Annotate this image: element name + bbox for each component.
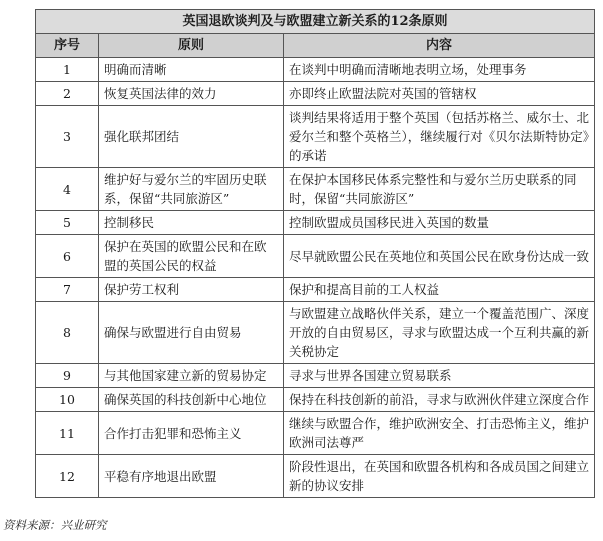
row-principle: 确保英国的科技创新中心地位: [99, 388, 284, 412]
row-content: 谈判结果将适用于整个英国（包括苏格兰、威尔士、北爱尔兰和整个英格兰），继续履行对《贝尔法斯特协定》的承诺: [284, 106, 595, 168]
column-header-principle: 原则: [99, 34, 284, 58]
row-principle: 强化联邦团结: [99, 106, 284, 168]
table-row: [36, 82, 595, 106]
column-header-number: 序号: [36, 34, 99, 58]
table-row: [36, 106, 595, 168]
table-title: 英国退欧谈判及与欧盟建立新关系的12条原则: [36, 10, 595, 34]
table-row: [36, 58, 595, 82]
row-principle: 合作打击犯罪和恐怖主义: [99, 412, 284, 455]
principles-table: [35, 9, 595, 498]
row-principle: 明确而清晰: [99, 58, 284, 82]
row-content: 保持在科技创新的前沿，寻求与欧洲伙伴建立深度合作: [284, 388, 595, 412]
column-header-content: 内容: [284, 34, 595, 58]
row-content: 尽早就欧盟公民在英地位和英国公民在欧身份达成一致: [284, 235, 595, 278]
row-principle: 恢复英国法律的效力: [99, 82, 284, 106]
row-content: 继续与欧盟合作，维护欧洲安全、打击恐怖主义，维护欧洲司法尊严: [284, 412, 595, 455]
row-principle: 确保与欧盟进行自由贸易: [99, 302, 284, 364]
table-row: [36, 388, 595, 412]
table-row: [36, 211, 595, 235]
row-content: 在保护本国移民体系完整性和与爱尔兰历史联系的同时，保留“共同旅游区”: [284, 168, 595, 211]
row-number: 5: [36, 211, 99, 235]
row-number: 10: [36, 388, 99, 412]
row-principle: 平稳有序地退出欧盟: [99, 455, 284, 498]
source-note: 资料来源：兴业研究: [3, 518, 107, 532]
table-row: [36, 278, 595, 302]
row-number: 9: [36, 364, 99, 388]
table-row: [36, 168, 595, 211]
row-content: 阶段性退出，在英国和欧盟各机构和各成员国之间建立新的协议安排: [284, 455, 595, 498]
row-content: 与欧盟建立战略伙伴关系，建立一个覆盖范围广、深度开放的自由贸易区，寻求与欧盟达成一个互利共赢的新关税协定: [284, 302, 595, 364]
table-row: [36, 235, 595, 278]
row-content: 亦即终止欧盟法院对英国的管辖权: [284, 82, 595, 106]
table-row: [36, 412, 595, 455]
row-principle: 控制移民: [99, 211, 284, 235]
row-content: 寻求与世界各国建立贸易联系: [284, 364, 595, 388]
row-principle: 与其他国家建立新的贸易协定: [99, 364, 284, 388]
table-row: [36, 302, 595, 364]
row-content: 在谈判中明确而清晰地表明立场，处理事务: [284, 58, 595, 82]
table-title-row: [36, 10, 595, 34]
row-principle: 保护在英国的欧盟公民和在欧盟的英国公民的权益: [99, 235, 284, 278]
row-content: 控制欧盟成员国移民进入英国的数量: [284, 211, 595, 235]
row-principle: 维护好与爱尔兰的牢固历史联系，保留“共同旅游区”: [99, 168, 284, 211]
row-content: 保护和提高目前的工人权益: [284, 278, 595, 302]
row-number: 8: [36, 302, 99, 364]
table-row: [36, 364, 595, 388]
row-number: 1: [36, 58, 99, 82]
row-number: 2: [36, 82, 99, 106]
row-number: 6: [36, 235, 99, 278]
table-header-row: [36, 34, 595, 58]
row-number: 12: [36, 455, 99, 498]
row-number: 3: [36, 106, 99, 168]
row-principle: 保护劳工权利: [99, 278, 284, 302]
row-number: 11: [36, 412, 99, 455]
row-number: 4: [36, 168, 99, 211]
table-row: [36, 455, 595, 498]
row-number: 7: [36, 278, 99, 302]
